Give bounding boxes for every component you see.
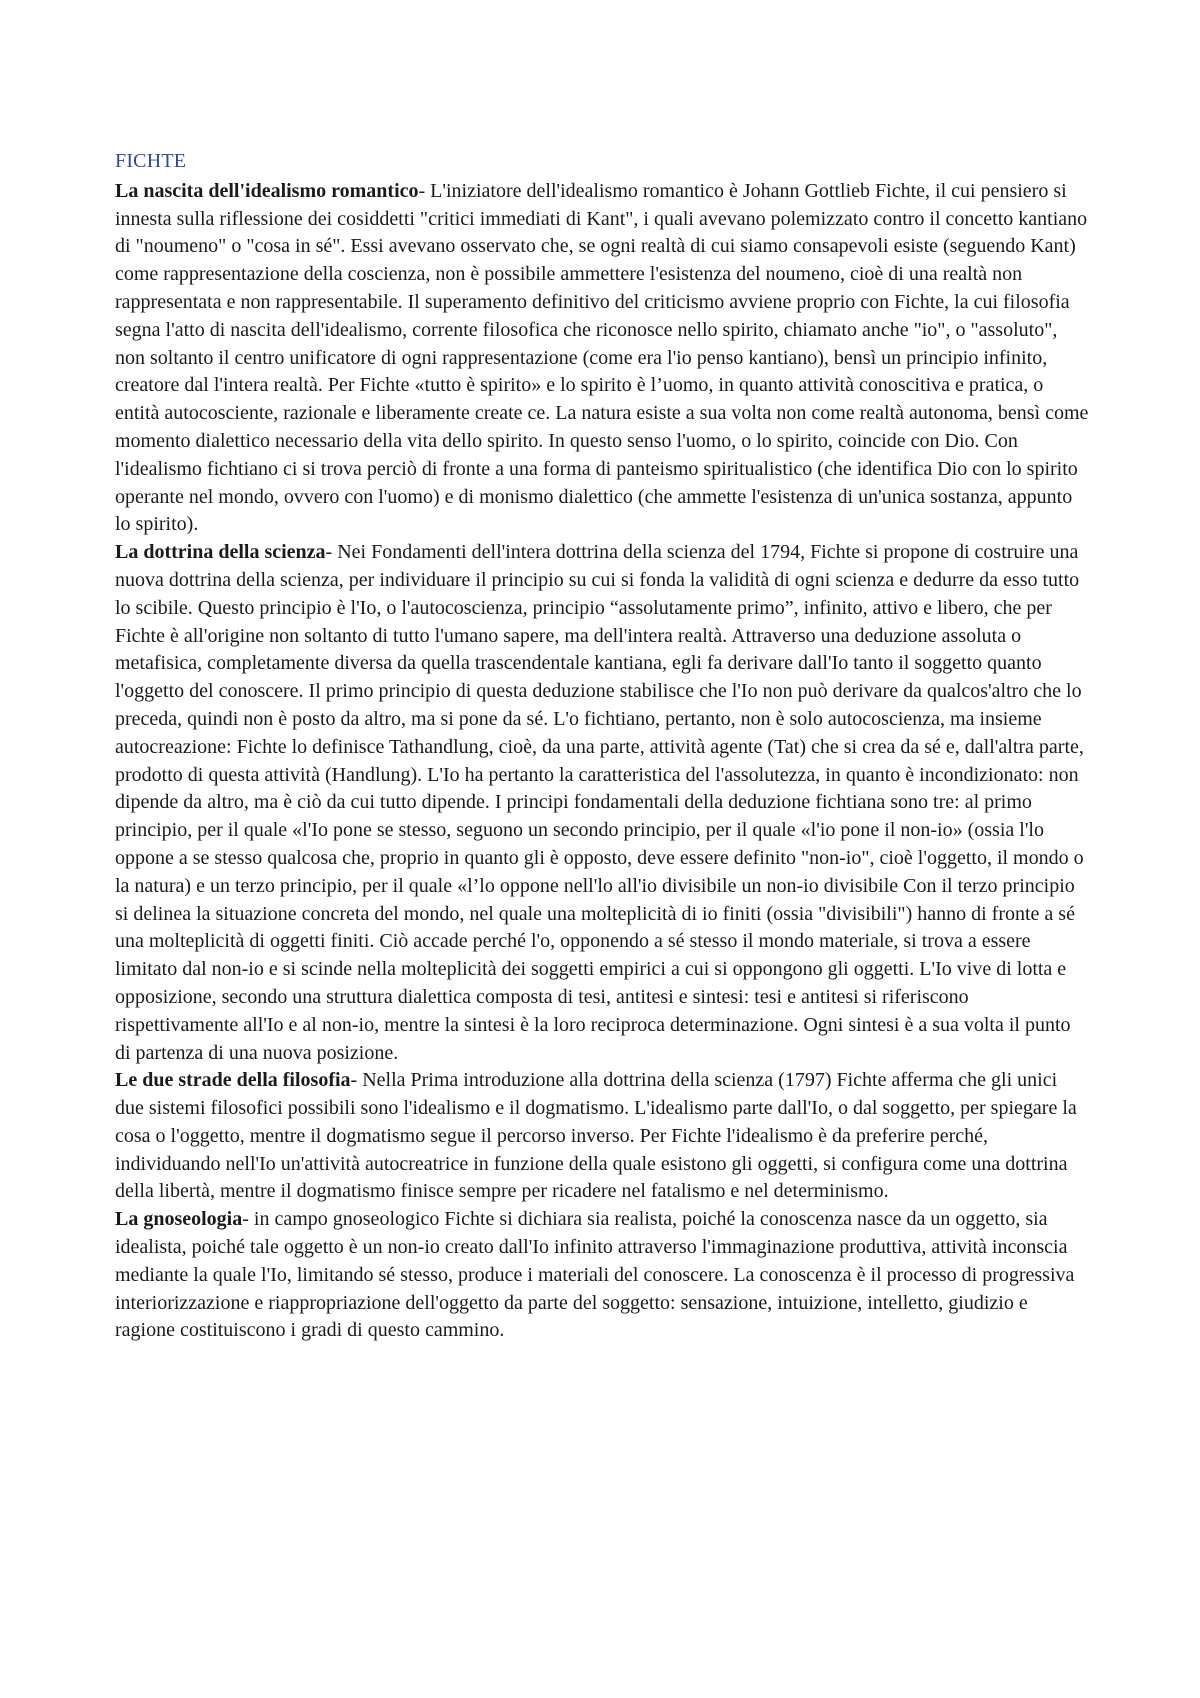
section-body: - in campo gnoseologico Fichte si dichiara sia realista, poiché la conoscenza nasce da un oggetto, sia idealista, poiché tale oggetto è un non-io creato dall'Io infinito attraverso l'immaginazione produttiva, attività inconscia mediante la quale l'Io, limitando sé stesso, produce i materiali del conoscere. La conoscenza è il processo di progressiva interiorizzazione e riappropriazione dell'oggetto da parte del soggetto: sensazione, intuizione, intelletto, giudizio e ragione costituiscono i gradi di questo cammino. — [115, 1208, 1075, 1342]
section-heading: La nascita dell'idealismo romantico — [115, 179, 419, 202]
section-gnoseologia — [115, 1206, 1090, 1345]
section-body: - Nei Fondamenti dell'intera dottrina della scienza del 1794, Fichte si propone di costruire una nuova dottrina della scienza, per individuare il principio su cui si fonda la validità di ogni scienza e dedurre da esso tutto lo scibile. Questo principio è l'Io, o l'autocoscienza, principio “assolutamente primo”, infinito, attivo e libero, che per Fichte è all'origine non soltanto di tutto l'umano sapere, ma dell'intera realtà. Attraverso una deduzione assoluta o metafisica, completamente diversa da quella trascendentale kantiana, egli fa derivare dall'Io tanto il soggetto quanto l'oggetto del conoscere. Il primo principio di questa deduzione stabilisce che l'Io non può derivare da qualcos'altro che lo preceda, quindi non è posto da altro, ma si pone da sé. L'o fichtiano, pertanto, non è solo autocoscienza, ma insieme autocreazione: Fichte lo definisce Tathandlung, cioè, da una parte, attività agente (Tat) che si crea da sé e, dall'altra parte, prodotto di questa attività (Handlung). L'Io ha pertanto la caratteristica del l'assolutezza, in quanto è incondizionato: non dipende da altro, ma è ciò da cui tutto dipende. I principi fondamentali della deduzione fichtiana sono tre: al primo principio, per il quale «l'Io pone se stesso, seguono un secondo principio, per il quale «l'io pone il non-io» (ossia l'lo oppone a se stesso qualcosa che, proprio in quanto gli è opposto, deve essere definito "non-io", cioè l'oggetto, il mondo o la natura) e un terzo principio, per il quale «l’lo oppone nell'lo all'io divisibile un non-io divisibile Con il terzo principio si delinea la situazione concreta del mondo, nel quale una molteplicità di io finiti (ossia "divisibili") hanno di fronte a sé una molteplicità di oggetti finiti. Ciò accade perché l'o, opponendo a sé stesso il mondo materiale, si trova a essere limitato dal non-io e si scinde nella molteplicità dei soggetti empirici a cui si oppongono gli oggetti. L'Io vive di lotta e opposizione, secondo una struttura dialettica composta di tesi, antitesi e sintesi: tesi e antitesi si riferiscono rispettivamente all'Io e al non-io, mentre la sintesi è la loro reciproca determinazione. Ogni sintesi è a sua volta il punto di partenza di una nuova posizione. — [115, 541, 1084, 1064]
section-dottrina-scienza — [115, 539, 1090, 1067]
section-due-strade — [115, 1067, 1090, 1206]
section-heading: La gnoseologia — [115, 1208, 243, 1231]
section-heading: Le due strade della filosofia — [115, 1069, 351, 1092]
section-heading: La dottrina della scienza — [115, 541, 326, 564]
document-title: FICHTE — [115, 150, 187, 172]
section-nascita-idealismo — [115, 178, 1090, 539]
section-body: - L'iniziatore dell'idealismo romantico è Johann Gottlieb Fichte, il cui pensiero si innesta sulla riflessione dei cosiddetti "critici immediati di Kant", i quali avevano polemizzato contro il concetto kantiano di "noumeno" o "cosa in sé". Essi avevano osservato che, se ogni realtà di cui siamo consapevoli esiste (seguendo Kant) come rappresentazione della coscienza, non è possibile ammettere l'esistenza del noumeno, cioè di una realtà non rappresentata e non rappresentabile. Il superamento definitivo del criticismo avviene proprio con Fichte, la cui filosofia segna l'atto di nascita dell'idealismo, corrente filosofica che riconosce nello spirito, chiamato anche "io", o "assoluto", non soltanto il centro unificatore di ogni rappresentazione (come era l'io penso kantiano), bensì un principio infinito, creatore dal l'intera realtà. Per Fichte «tutto è spirito» e lo spirito è l’uomo, in quanto attività conoscitiva e pratica, o entità autocosciente, razionale e liberamente create ce. La natura esiste a sua volta non come realtà autonoma, bensì come momento dialettico necessario della vita dello spirito. In questo senso l'uomo, o lo spirito, coincide con Dio. Con l'idealismo fichtiano ci si trova perciò di fronte a una forma di panteismo spiritualistico (che identifica Dio con lo spirito operante nel mondo, ovvero con l'uomo) e di monismo dialettico (che ammette l'esistenza di un'unica sostanza, appunto lo spirito). — [115, 179, 1089, 536]
section-body: - Nella Prima introduzione alla dottrina della scienza (1797) Fichte afferma che gli unici due sistemi filosofici possibili sono l'idealismo e il dogmatismo. L'idealismo parte dall'Io, o dal soggetto, per spiegare la cosa o l'oggetto, mentre il dogmatismo segue il percorso inverso. Per Fichte l'idealismo è da preferire perché, individuando nell'Io un'attività autocreatrice in funzione della quale esistono gli oggetti, si configura come una dottrina della libertà, mentre il dogmatismo finisce sempre per ricadere nel fatalismo e nel determinismo. — [115, 1069, 1077, 1203]
document-page — [115, 148, 1090, 1345]
